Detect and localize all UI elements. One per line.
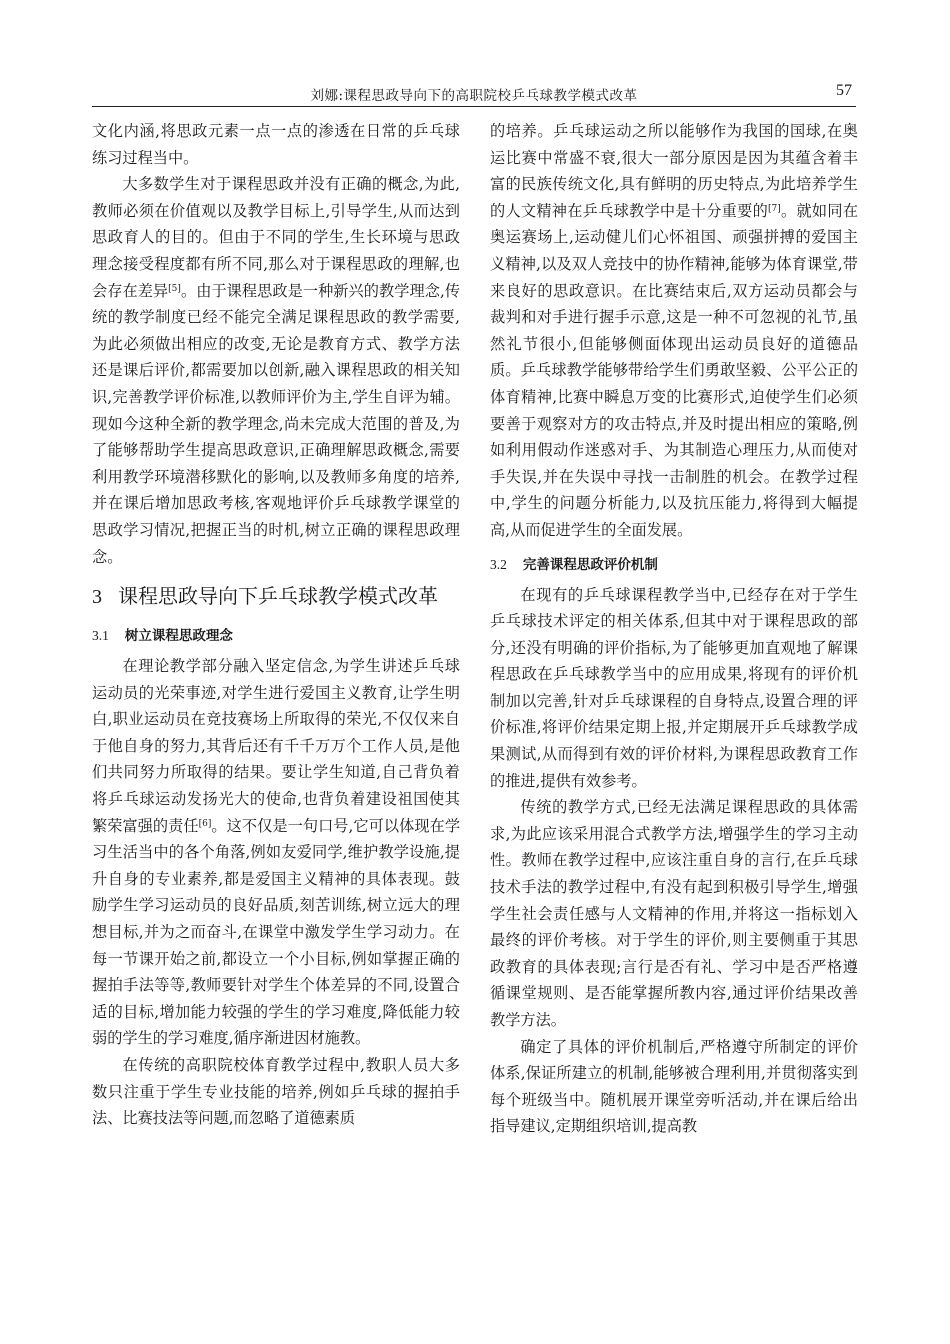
subsection-number: 3.1 xyxy=(92,628,109,644)
running-title: 刘娜:课程思政导向下的高职院校乒乓球教学模式改革 xyxy=(310,88,638,104)
paragraph-evaluation-system: 在现有的乒乓球课程教学当中,已经存在对于学生乒乓球技术评定的相关体系,但其中对于课程思政的部分,还没有明确的评价指标,为了能够更加直观地了解课程思政在乒乓球教学当中的应用成果,将现有的评价机制加以完善,针对乒乓球课程的自身特点,设置合理的评价标准,将评价结果定期上报,并定期展开乒乓球教学成果测试,从而得到有效的评价材料,为课程思政教育工作的推进,提供有效参考。 xyxy=(490,585,858,790)
page-number: 57 xyxy=(836,82,852,99)
subsection-title: 树立课程思政理念 xyxy=(124,628,233,645)
paragraph-humanistic-spirit xyxy=(490,118,858,544)
citation-7: [7] xyxy=(768,203,781,214)
paragraph-text: 大多数学生对于课程思政并没有正确的概念,为此,教师必须在价值观以及教学目标上,引导学生,从而达到思政育人的目的。但由于不同的学生,生长环境与思政理念接受程度都有所不同,那么对于课程思政的理解,也会存在差异 xyxy=(92,175,460,300)
section-number: 3 xyxy=(92,586,102,609)
right-column xyxy=(490,118,858,1140)
section-3-heading xyxy=(92,582,460,611)
paragraph-student-concept xyxy=(92,171,460,570)
paragraph-text: 。由于课程思政是一种新兴的教学理念,传统的教学制度已经不能完全满足课程思政的教学需要,为此必须做出相应的改变,无论是教育方式、教学方法还是课后评价,都需要加以创新,融入课程思政的相关知识,完善教学评价标准,以教师评价为主,学生自评为辅。现如今这种全新的教学理念,尚未完成大范围的普及,为了能够帮助学生提高思政意识,正确理解思政概念,需要利用教学环境潜移默化的影响,以及教师多角度的培养,并在课后增加思政考核,客观地评价乒乓球教学课堂的思政学习情况,把握正当的时机,树立正确的课程思政理念。 xyxy=(92,281,461,566)
subsection-3-1-heading xyxy=(92,625,460,647)
paragraph-text: 。这不仅是一句口号,它可以体现在学习生活当中的各个角落,例如友爱同学,维护教学设施,提升自身的专业素养,都是爱国主义精神的具体表现。鼓励学生学习运动员的良好品质,刻苦训练,树立远大的理想目标,并为之而奋斗,在课堂中激发学生学习动力。在每一节课开始之前,都设立一个小目标,例如掌握正确的握拍手法等等,教师要针对学生个体差异的不同,设置合适的目标,增加能力较强的学生的学习难度,降低能力较弱的学生的学习难度,循序渐进因材施教。 xyxy=(92,816,461,1048)
running-header xyxy=(92,80,856,107)
paragraph-traditional-teaching: 在传统的高职院校体育教学过程中,教职人员大多数只注重于学生专业技能的培养,例如乒乓球的握拍手法、比赛技法等问题,而忽略了道德素质 xyxy=(92,1056,460,1128)
subsection-number: 3.2 xyxy=(490,556,507,572)
subsection-3-2-heading xyxy=(490,554,858,576)
paragraph-belief xyxy=(92,653,460,1052)
paragraph-text: 。就如同在奥运赛场上,运动健儿们心怀祖国、顽强拼搏的爱国主义精神,以及双人竞技中的协作精神,能够为体育课堂,带来良好的思政意识。在比赛结束后,双方运动员都会与裁判和对手进行握手示意,这是一种不可忽视的礼节,虽然礼节很小,但能够侧面体现出运动员良好的道德品质。乒乓球教学能够带给学生们勇敢坚毅、公平公正的体育精神,比赛中瞬息万变的比赛形式,迫使学生们必须要善于观察对方的攻击特点,并及时提出相应的策略,例如利用假动作迷惑对手、为其制造心理压力,从而使对手失误,并在失误中寻找一击制胜的机会。在教学过程中,学生的问题分析能力,以及抗压能力,将得到大幅提高,从而促进学生的全面发展。 xyxy=(490,201,859,539)
paragraph-text: 在理论教学部分融入坚定信念,为学生讲述乒乓球运动员的光荣事迹,对学生进行爱国主义教育,让学生明白,职业运动员在竞技赛场上所取得的荣光,不仅仅来自于他自身的努力,其背后还有千千万万个工作人员,是他们共同努力所取得的结果。要让学生知道,自己背负着将乒乓球运动发扬光大的使命,也背负着建设祖国使其繁荣富强的责任 xyxy=(92,657,460,835)
paragraph-mechanism: 确定了具体的评价机制后,严格遵守所制定的评价体系,保证所建立的机制,能够被合理利用,并贯彻落实到每个班级当中。随机展开课堂旁听活动,并在课后给出指导建议,定期组织培训,提高教 xyxy=(490,1037,858,1136)
paragraph-text: 的培养。乒乓球运动之所以能够作为我国的国球,在奥运比赛中常盛不衰,很大一部分原因是因为其蕴含着丰富的民族传统文化,具有鲜明的历史特点,为此培养学生的人文精神在乒乓球教学中是十分重要的 xyxy=(490,122,858,220)
paragraph-mixed-teaching: 传统的教学方式,已经无法满足课程思政的具体需求,为此应该采用混合式教学方法,增强学生的学习主动性。教师在教学过程中,应该注重自身的言行,在乒乓球技术手法的教学过程中,有没有起到积极引导学生,增强学生社会责任感与人文精神的作用,并将这一指标划入最终的评价考核。对于学生的评价,则主要侧重于其思政教育的具体表现;言行是否有礼、学习中是否严格遵循课堂规则、是否能掌握所教内容,通过评价结果改善教学方法。 xyxy=(490,798,858,1029)
citation-5: [5] xyxy=(168,283,181,294)
citation-6: [6] xyxy=(198,818,212,829)
section-title: 课程思政导向下乒乓球教学模式改革 xyxy=(118,584,438,609)
paragraph-continued: 文化内涵,将思政元素一点一点的渗透在日常的乒乓球练习过程当中。 xyxy=(92,122,460,167)
left-column xyxy=(92,118,460,1132)
subsection-title: 完善课程思政评价机制 xyxy=(522,556,658,573)
